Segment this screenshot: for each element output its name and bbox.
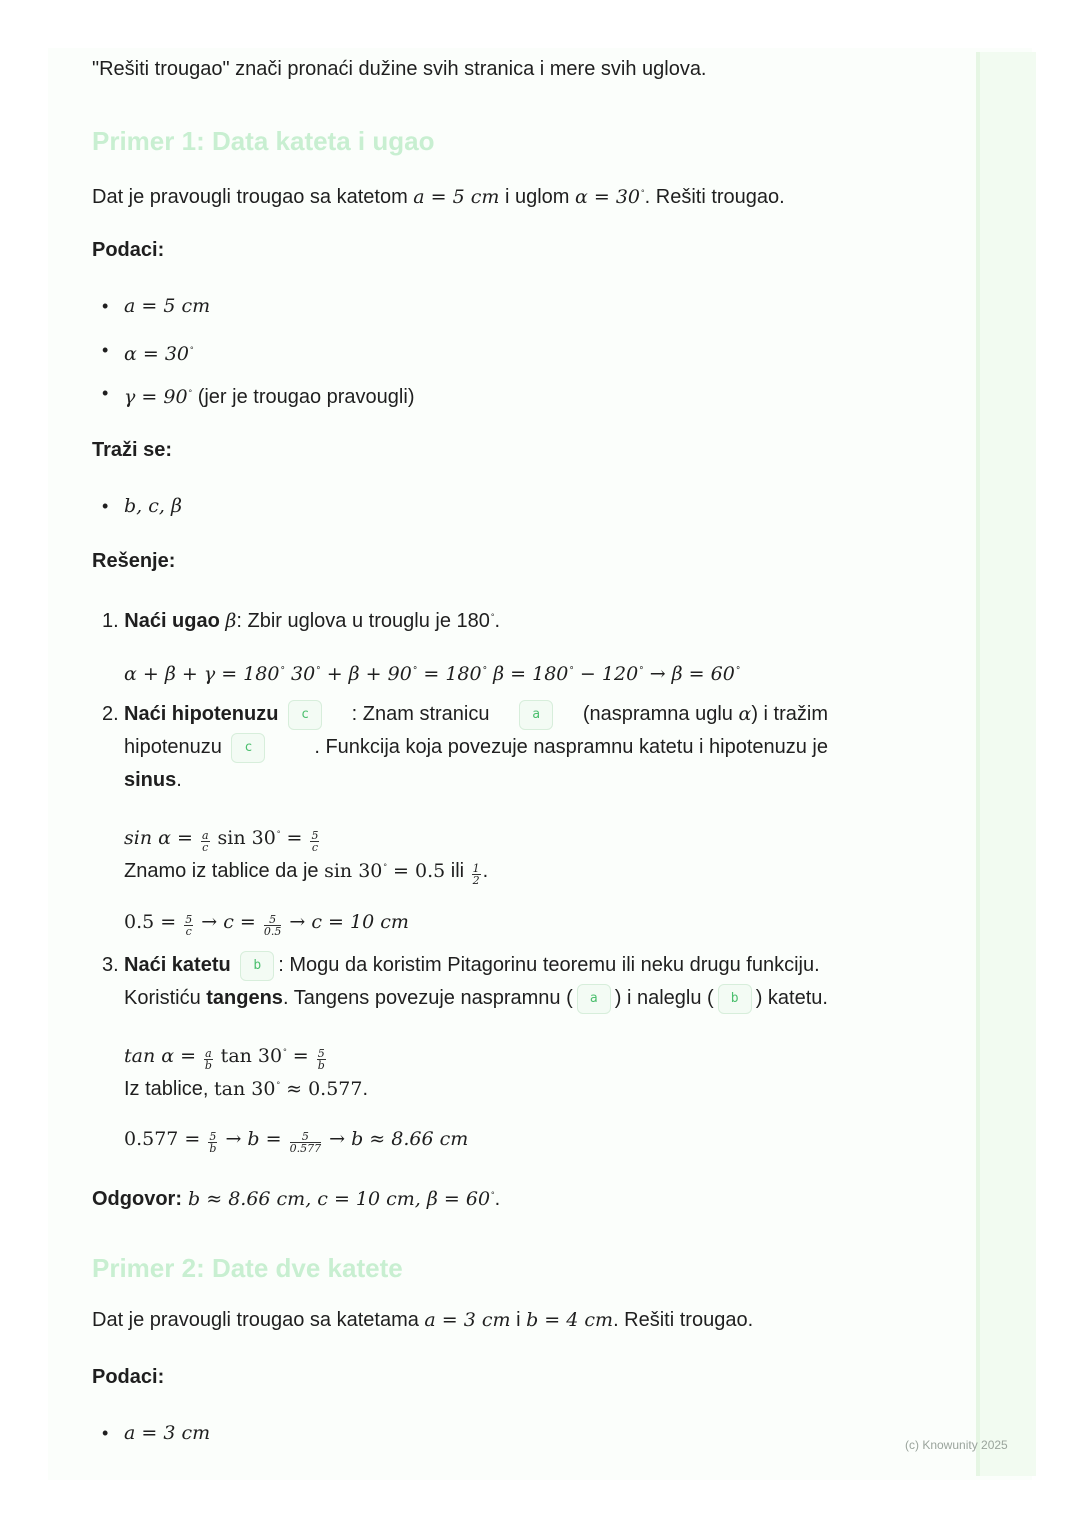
example2-title: Primer 2: Date dve katete: [92, 1253, 403, 1283]
step-2-result: 0.5 = $\frac{5}{c}$ → c = $\frac{5}{0.5}$ → c = 10 cm: [124, 911, 409, 938]
step-1: 1. Naći ugao β: Zbir uglova u trouglu je 180°.: [102, 610, 501, 632]
side-strip: [976, 52, 1036, 1476]
copyright-footer: (c) Knowunity 2025: [905, 1438, 1008, 1452]
step-3-tan-equation: tan α = $\frac{a}{b}$ tan 30° = $\frac{5}{b}$: [124, 1045, 325, 1072]
code-chip: a: [577, 984, 611, 1014]
step-2-sin-equation: sin α = $\frac{a}{c}$ sin 30° = $\frac{5}{c}$: [124, 827, 319, 854]
find-label: Traži se:: [92, 439, 173, 461]
intro-paragraph: "Rešiti trougao" znači pronaći dužine svih stranica i mere svih uglova.: [92, 58, 707, 80]
code-chip: c: [231, 733, 265, 763]
step-2-text: Naći hipotenuzu c : Znam stranicu a (naspramna uglu α) i tražim hipotenuzu c . Funkcija koja povezuje naspramnu katetu i hipotenuzu je sinus.: [124, 698, 828, 797]
step-2-num: 2.: [102, 703, 119, 725]
step-2-table-note: Znamo iz tablice da je sin 30° = 0.5 ili $\frac{1}{2}$ .: [124, 860, 489, 887]
code-chip: a: [519, 700, 553, 730]
code-chip: b: [240, 951, 274, 981]
step-1-equation: α + β + γ = 180° 30° + β + 90° = 180° β = 180° − 120° → β = 60°: [124, 663, 741, 685]
solution-label: Rešenje:: [92, 550, 176, 572]
step-3-result: 0.577 = $\frac{5}{b}$ → b = $\frac{5}{0.577}$ → b ≈ 8.66 cm: [124, 1128, 469, 1155]
step-3-table-note: Iz tablice, tan 30° ≈ 0.577.: [124, 1078, 369, 1100]
example2-statement: Dat je pravougli trougao sa katetama a = 3 cm i b = 4 cm. Rešiti trougao.: [92, 1309, 754, 1331]
code-chip: b: [718, 984, 752, 1014]
given-label: Podaci:: [92, 239, 165, 261]
answer: Odgovor: b ≈ 8.66 cm, c = 10 cm, β = 60°.: [92, 1188, 501, 1210]
example1-statement: Dat je pravougli trougao sa katetom a = 5 cm i uglom α = 30°. Rešiti trougao.: [92, 186, 785, 208]
step-3-text: Naći katetu b : Mogu da koristim Pitagorinu teoremu ili neku drugu funkciju. Koristiću tangens. Tangens povezuje naspramnu ( a ) i naleglu ( b ) katetu.: [124, 949, 828, 1015]
step-3-num: 3.: [102, 954, 119, 976]
example1-title: Primer 1: Data kateta i ugao: [92, 126, 435, 156]
code-chip: c: [288, 700, 322, 730]
example2-given-label: Podaci:: [92, 1366, 165, 1388]
